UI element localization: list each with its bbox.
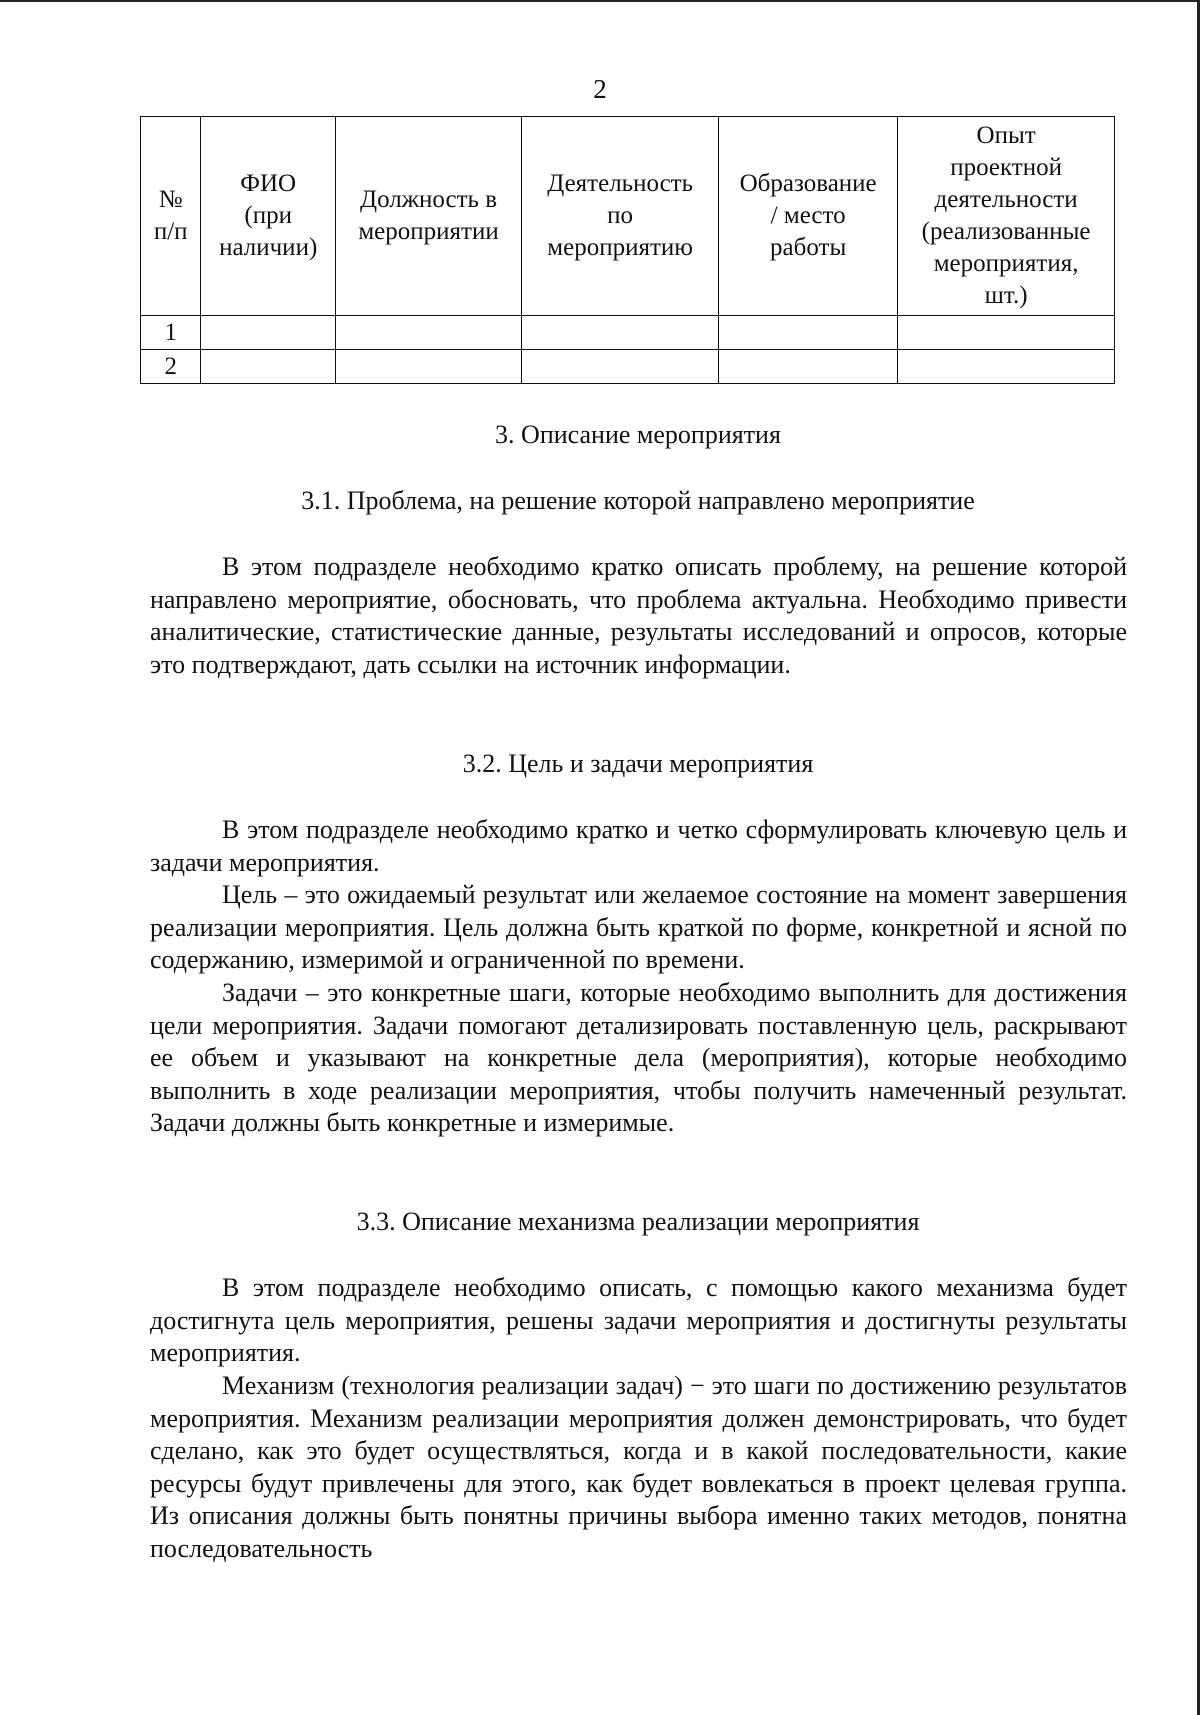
header-num: № п/п [141,117,201,316]
cell-experience [898,350,1115,384]
section-3-3-title: 3.3. Описание механизма реализации мероприятия [356,1207,920,1236]
section-3-2-paragraph-3: Задачи – это конкретные шаги, которые необходимо выполнить для достижения цели мероприятия. Задачи помогают детализировать поставленную цель, раскрывают ее объем и указывают на конкретные дела (мероприятия), которые необходимо выполнить в ходе реализации мероприятия, чтобы получить намеченный результат. Задачи должны быть конкретные и измеримые. [150,978,1127,1137]
cell-experience [898,316,1115,350]
cell-fio [201,350,336,384]
page-number: 2 [593,74,607,104]
section-3-1-title: 3.1. Проблема, на решение которой направлено мероприятие [301,486,975,515]
header-activity: Деятельность по мероприятию [522,117,719,316]
section-3-1-paragraph: В этом подразделе необходимо кратко описать проблему, на решение которой направлено мероприятие, обосновать, что проблема актуальна. Необходимо привести аналитические, статистические данные, результаты исследований и опросов, которые это подтверждают, дать ссылки на источник информации. [150,552,1127,679]
table-row [141,350,1115,384]
cell-position [335,350,521,384]
section-3-3-paragraph-1: В этом подразделе необходимо описать, с помощью какого механизма будет достигнута цель мероприятия, решены задачи мероприятия и достигнуты результаты мероприятия. [150,1273,1127,1367]
cell-num: 1 [141,316,201,350]
section-3-2-paragraph-2: Цель – это ожидаемый результат или желаемое состояние на момент завершения реализации мероприятия. Цель должна быть краткой по форме, конкретной и ясной по содержанию, измеримой и ограниченной по времени. [150,880,1127,974]
team-table [140,116,1115,384]
cell-fio [201,316,336,350]
cell-position [335,316,521,350]
scan-edge-top [0,0,1200,2]
cell-education [719,350,898,384]
section-3-3-paragraph-2: Механизм (технология реализации задач) − это шаги по достижению результатов мероприятия. Механизм реализации мероприятия должен демонстрировать, что будет сделано, как это будет осуществляться, когда и в какой последовательности, какие ресурсы будут привлечены для этого, как будет вовлекаться в проект целевая группа. Из описания должны быть понятны причины выбора именно таких методов, понятна последовательность [150,1371,1127,1563]
table-row [141,316,1115,350]
cell-activity [522,316,719,350]
table-header-row [141,117,1115,316]
section-3-2-paragraph-1: В этом подразделе необходимо кратко и четко сформулировать ключевую цель и задачи мероприятия. [150,815,1127,877]
cell-education [719,316,898,350]
section-3-2-title: 3.2. Цель и задачи мероприятия [462,749,814,778]
header-education: Образование / место работы [719,117,898,316]
header-experience: Опыт проектной деятельности (реализованные мероприятия, шт.) [898,117,1115,316]
section-3-title: 3. Описание мероприятия [495,420,781,449]
cell-num: 2 [141,350,201,384]
cell-activity [522,350,719,384]
header-position: Должность в мероприятии [335,117,521,316]
header-fio: ФИО (при наличии) [201,117,336,316]
